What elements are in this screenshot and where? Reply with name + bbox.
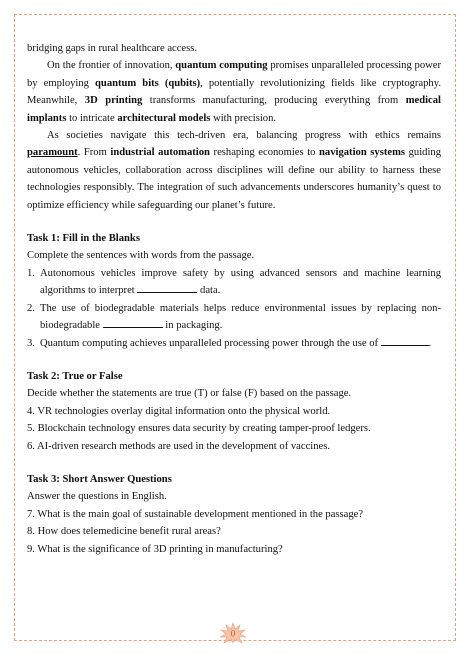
task1-item-3 <box>27 335 441 352</box>
text: . From <box>77 147 111 159</box>
passage-paragraph-3 <box>27 127 441 214</box>
page-number-badge <box>218 622 248 644</box>
task2-item-5: 5. Blockchain technology ensures data security by creating tamper-proof ledgers. <box>27 423 371 435</box>
task2-instruction: Decide whether the statements are true (T) or false (F) based on the passage. <box>27 388 352 400</box>
text: with precision. <box>210 112 277 124</box>
passage-paragraph-1: bridging gaps in rural healthcare access. <box>27 43 198 54</box>
answer-blank[interactable] <box>103 318 163 328</box>
document-body <box>27 40 441 558</box>
item-number: 1. <box>27 267 35 279</box>
text: . <box>428 337 432 349</box>
keyword-medical-implants: medical implants <box>27 95 441 124</box>
keyword-paramount: paramount <box>27 147 78 159</box>
task1-instruction: Complete the sentences with words from the passage. <box>27 250 255 262</box>
text: promises unparalleled processing power by employing <box>27 60 442 89</box>
item-text <box>40 265 441 300</box>
text: data. <box>197 285 221 297</box>
text: Autonomous vehicles improve safety by using advanced sensors and machine learning algorithms to interpret <box>40 267 441 297</box>
item-text <box>40 300 441 335</box>
task3-title: Task 3: Short Answer Questions <box>27 473 172 485</box>
keyword-industrial-automation: industrial automation <box>110 147 210 159</box>
answer-blank[interactable] <box>137 283 197 293</box>
text: transforms manufacturing, producing everything from <box>142 95 406 107</box>
task1-item-2 <box>27 300 441 335</box>
text: in packaging. <box>162 320 223 332</box>
text: As societies navigate this tech-driven era, balancing progress with ethics remains <box>47 130 441 142</box>
task3-instruction: Answer the questions in English. <box>27 491 167 503</box>
keyword-quantum-computing: quantum computing <box>175 60 268 72</box>
text: to intricate <box>66 112 118 124</box>
text: On the frontier of innovation, <box>47 60 176 72</box>
task2-item-4: 4. VR technologies overlay digital information onto the physical world. <box>27 405 331 417</box>
task1-title: Task 1: Fill in the Blanks <box>27 233 140 245</box>
answer-blank[interactable] <box>381 336 429 346</box>
keyword-qubits: quantum bits (qubits) <box>95 77 201 89</box>
page-number: 0 <box>230 628 236 639</box>
keyword-3d-printing: 3D printing <box>84 95 143 107</box>
text: Quantum computing achieves unparalleled processing power through the use of <box>40 337 381 349</box>
keyword-navigation-systems: navigation systems <box>319 147 406 159</box>
keyword-architectural-models: architectural models <box>117 112 211 124</box>
task3-item-7: 7. What is the main goal of sustainable development mentioned in the passage? <box>27 508 364 520</box>
text: reshaping economies to <box>209 147 320 159</box>
text: , potentially revolutionizing fields like cryptography. Meanwhile, <box>27 77 441 107</box>
task2-item-6: 6. AI-driven research methods are used in the development of vaccines. <box>27 440 330 452</box>
item-number: 2. <box>27 302 35 314</box>
task1-item-1 <box>27 265 441 300</box>
item-text <box>40 335 441 352</box>
task3-item-9: 9. What is the significance of 3D printing in manufacturing? <box>27 543 283 555</box>
task2-title: Task 2: True or False <box>27 370 123 382</box>
item-number: 3. <box>27 337 35 349</box>
text: guiding autonomous vehicles, collaboration across disciplines will define our ability to harness these technologies responsibly. The integration of such advancements underscores humanity’s quest to optimize efficiency while safeguarding our planet’s future. <box>27 147 441 211</box>
task3-item-8: 8. How does telemedicine benefit rural areas? <box>27 526 221 538</box>
text: The use of biodegradable materials helps reduce environmental issues by replacing non-biodegradable <box>40 302 441 332</box>
passage-paragraph-2 <box>27 57 441 127</box>
